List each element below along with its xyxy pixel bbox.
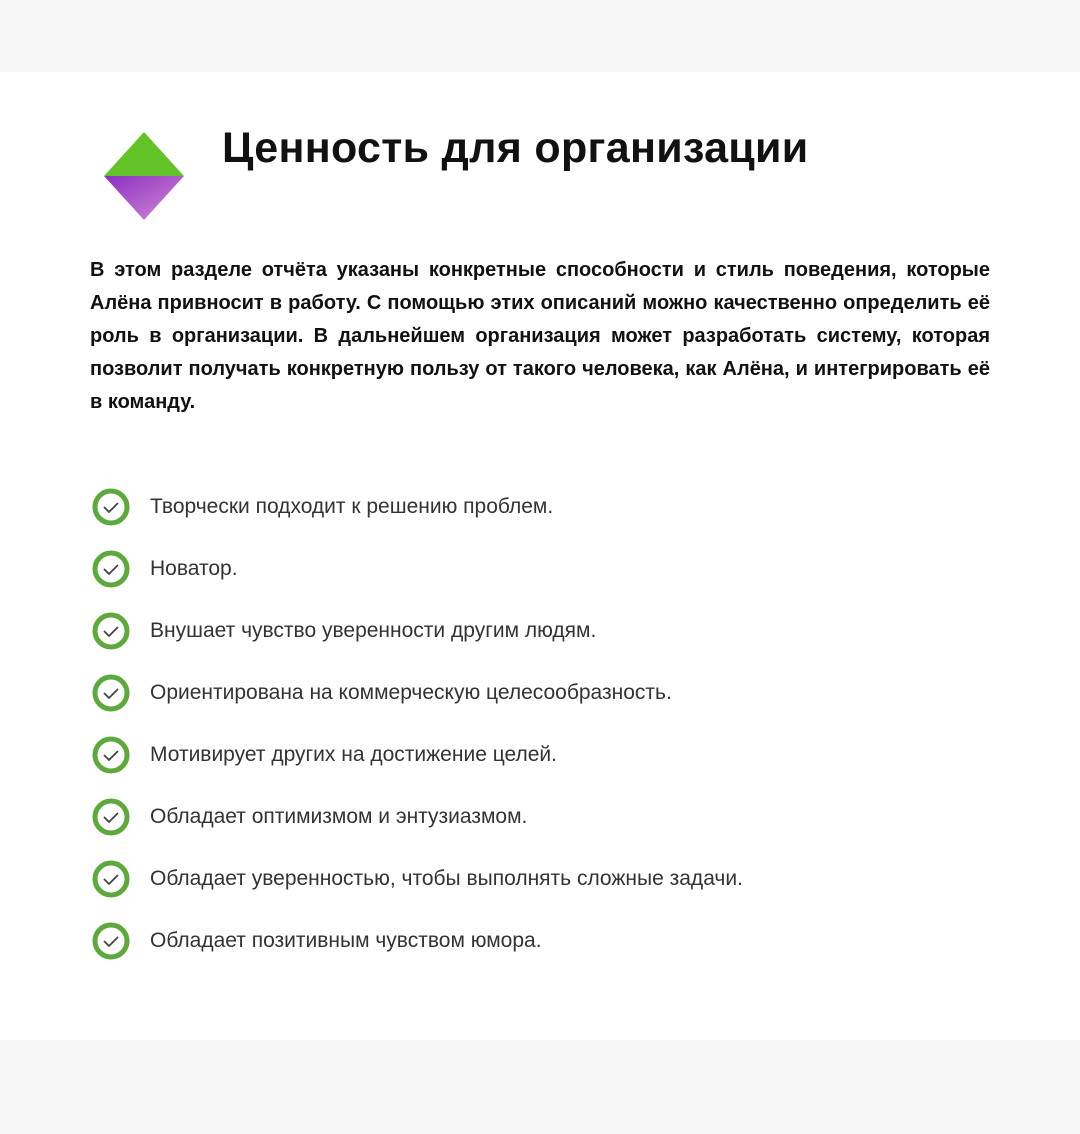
diamond-logo-icon: [102, 130, 186, 222]
item-text: Внушает чувство уверенности другим людям.: [150, 619, 597, 642]
value-list: [92, 476, 743, 972]
list-item: [92, 600, 743, 662]
check-circle-icon: [92, 550, 130, 588]
item-text: Обладает позитивным чувством юмора.: [150, 929, 542, 952]
list-item: [92, 786, 743, 848]
check-circle-icon: [92, 860, 130, 898]
page-title: Ценность для организации: [222, 124, 809, 172]
check-circle-icon: [92, 488, 130, 526]
intro-paragraph: В этом разделе отчёта указаны конкретные способности и стиль поведения, которые Алёна привносит в работу. С помощью этих описаний можно качественно определить её роль в организации. В дальнейшем организация может разработать систему, которая позволит получать конкретную пользу от такого человека, как Алёна, и интегрировать её в команду.: [90, 259, 990, 413]
list-item: [92, 724, 743, 786]
list-item: [92, 910, 743, 972]
list-item: [92, 662, 743, 724]
check-circle-icon: [92, 736, 130, 774]
item-text: Мотивирует других на достижение целей.: [150, 743, 557, 766]
check-circle-icon: [92, 674, 130, 712]
item-text: Обладает оптимизмом и энтузиазмом.: [150, 805, 528, 828]
check-circle-icon: [92, 612, 130, 650]
check-circle-icon: [92, 922, 130, 960]
item-text: Новатор.: [150, 557, 238, 580]
list-item: [92, 848, 743, 910]
list-item: [92, 538, 743, 600]
list-item: [92, 476, 743, 538]
item-text: Ориентирована на коммерческую целесообразность.: [150, 681, 672, 704]
item-text: Творчески подходит к решению проблем.: [150, 495, 554, 518]
item-text: Обладает уверенностью, чтобы выполнять сложные задачи.: [150, 867, 743, 890]
check-circle-icon: [92, 798, 130, 836]
